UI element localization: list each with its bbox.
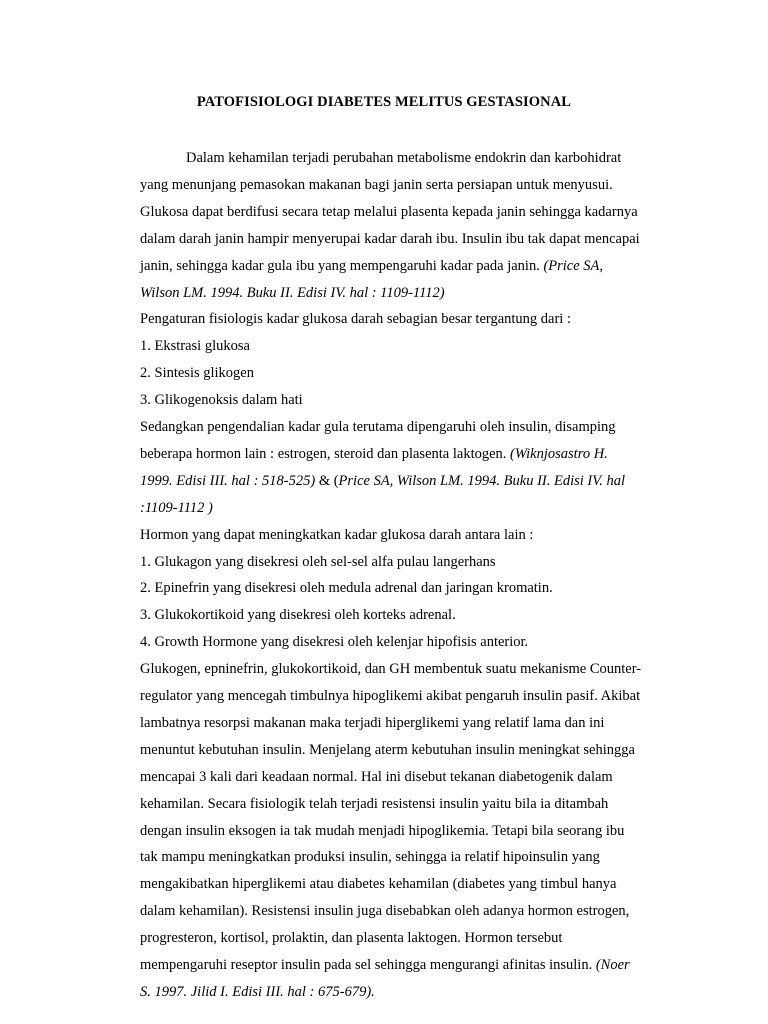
body-text: 3. Glikogenoksis dalam hati — [140, 392, 303, 409]
body-text: mengakibatkan hiperglikemi atau diabetes kehamilan (diabetes yang timbul hanya — [140, 876, 617, 893]
body-text: Sedangkan pengendalian kadar gula terutama dipengaruhi oleh insulin, disamping — [140, 419, 616, 435]
body-text: 3. Glukokortikoid yang disekresi oleh korteks adrenal. — [140, 607, 456, 624]
body-line — [186, 150, 621, 166]
body-text: dalam darah janin hampir menyerupai kadar darah ibu. Insulin ibu tak dapat mencapai — [140, 230, 640, 247]
body-text: Pengaturan fisiologis kadar glukosa darah sebagian besar tergantung dari : — [140, 311, 571, 328]
body-text: dengan insulin eksogen ia tak mudah menjadi hipoglikemia. Tetapi bila seorang ibu — [140, 822, 625, 839]
body-line — [140, 311, 571, 327]
body-line — [140, 231, 640, 247]
body-line — [140, 258, 603, 274]
body-line — [140, 527, 533, 543]
body-text: janin, sehingga kadar gula ibu yang mempengaruhi kadar pada janin. — [140, 257, 544, 274]
citation-text: Price SA, Wilson LM. 1994. Buku II. Edisi IV. hal — [338, 472, 626, 489]
document-title: PATOFISIOLOGI DIABETES MELITUS GESTASIONAL — [196, 94, 572, 110]
body-line — [140, 984, 375, 1000]
body-text: & ( — [315, 472, 339, 489]
citation-text: (Price SA, — [543, 257, 604, 274]
body-text: menuntut kebutuhan insulin. Menjelang aterm kebutuhan insulin meningkat sehingga — [140, 741, 635, 758]
body-line — [140, 419, 616, 435]
body-line — [140, 823, 624, 839]
body-text: yang menunjang pemasokan makanan bagi janin serta persiapan untuk menyusui. — [140, 176, 613, 193]
body-line — [140, 849, 600, 865]
body-line — [140, 903, 629, 919]
body-line — [140, 957, 630, 973]
body-line — [140, 607, 456, 623]
body-text: kehamilan. Secara fisiologik telah terjadi resistensi insulin yaitu bila ia ditambah — [140, 795, 609, 812]
body-line — [140, 285, 445, 301]
citation-text: :1109-1112 ) — [140, 499, 213, 516]
body-line — [140, 338, 250, 354]
body-line — [140, 769, 613, 785]
body-line — [140, 715, 604, 731]
body-line — [140, 365, 254, 381]
citation-text: S. 1997. Jilid I. Edisi III. hal : 675-679). — [140, 983, 375, 1000]
body-text: 1. Ekstrasi glukosa — [140, 338, 250, 355]
body-line — [140, 796, 608, 812]
body-line — [140, 634, 528, 650]
citation-text: Wilson LM. 1994. Buku II. Edisi IV. hal : 1109-1112) — [140, 284, 445, 301]
body-text: regulator yang mencegah timbulnya hipoglikemi akibat pengaruh insulin pasif. Akibat — [140, 688, 641, 704]
body-text: Glukogen, epninefrin, glukokortikoid, dan GH membentuk suatu mekanisme Counter- — [140, 661, 642, 678]
body-text: 1. Glukagon yang disekresi oleh sel-sel alfa pulau langerhans — [140, 553, 496, 570]
body-line — [140, 930, 562, 946]
body-text: mempengaruhi reseptor insulin pada sel sehingga mengurangi afinitas insulin. — [140, 957, 596, 973]
body-line — [140, 204, 638, 220]
body-text: Hormon yang dapat meningkatkan kadar glukosa darah antara lain : — [140, 526, 534, 543]
body-line — [140, 177, 613, 193]
body-text: mencapai 3 kali dari keadaan normal. Hal ini disebut tekanan diabetogenik dalam — [140, 768, 613, 785]
body-text: 4. Growth Hormone yang disekresi oleh kelenjar hipofisis anterior. — [140, 634, 529, 651]
body-line — [140, 473, 625, 489]
body-line — [140, 500, 213, 516]
body-text: 2. Epinefrin yang disekresi oleh medula adrenal dan jaringan kromatin. — [140, 580, 553, 597]
body-line — [140, 580, 553, 596]
body-line — [140, 661, 641, 677]
body-text: Dalam kehamilan terjadi perubahan metabolisme endokrin dan karbohidrat — [186, 150, 622, 166]
body-line — [140, 742, 635, 758]
body-text: dalam kehamilan). Resistensi insulin juga disebabkan oleh adanya hormon estrogen, — [140, 903, 630, 920]
citation-text: (Noer — [595, 957, 630, 973]
body-line — [140, 876, 616, 892]
body-text: Glukosa dapat berdifusi secara tetap melalui plasenta kepada janin sehingga kadarnya — [140, 203, 638, 220]
body-text: tak mampu meningkatkan produksi insulin, sehingga ia relatif hipoinsulin yang — [140, 849, 600, 866]
body-line — [140, 392, 303, 408]
body-line — [140, 554, 496, 570]
citation-text: 1999. Edisi III. hal : 518-525) — [140, 472, 316, 489]
body-line — [140, 688, 640, 704]
body-text: progresteron, kortisol, prolaktin, dan plasenta laktogen. Hormon tersebut — [140, 930, 563, 947]
body-text: lambatnya resorpsi makanan maka terjadi hiperglikemi yang relatif lama dan ini — [140, 714, 605, 731]
citation-text: (Wiknjosastro H. — [510, 445, 608, 462]
body-text: 2. Sintesis glikogen — [140, 365, 254, 382]
body-text: beberapa hormon lain : estrogen, steroid dan plasenta laktogen. — [140, 445, 511, 462]
body-line — [140, 446, 608, 462]
